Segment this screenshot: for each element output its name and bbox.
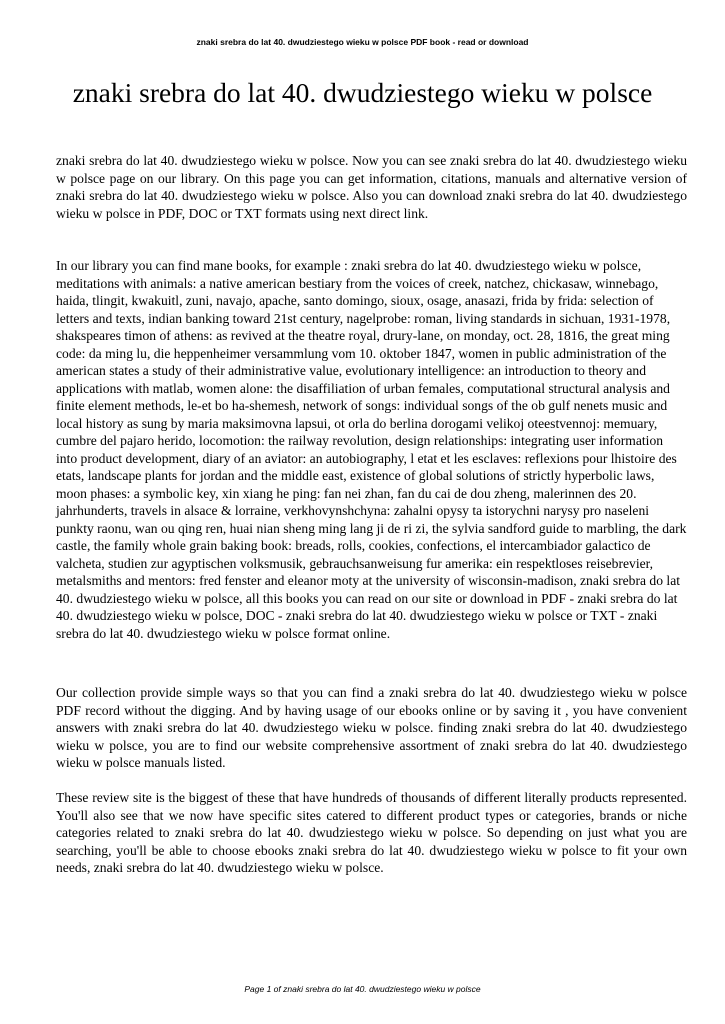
page-header: znaki srebra do lat 40. dwudziestego wieku w polsce PDF book - read or download	[196, 37, 529, 47]
intro-paragraph: znaki srebra do lat 40. dwudziestego wieku w polsce. Now you can see znaki srebra do lat 40. dwudziestego wieku w polsce page on our library. On this page you can get information, citations, manuals and alternative version of znaki srebra do lat 40. dwudziestego wieku w polsce. Also you can download znaki srebra do lat 40. dwudziestego wieku w polsce in PDF, DOC or TXT formats using next direct link.	[56, 153, 687, 221]
page-footer: Page 1 of znaki srebra do lat 40. dwudziestego wieku w polsce	[244, 984, 481, 994]
collection-paragraph: Our collection provide simple ways so that you can find a znaki srebra do lat 40. dwudziestego wieku w polsce PDF record without the digging. And by having usage of our ebooks online or by saving it , you have convenient answers with znaki srebra do lat 40. dwudziestego wieku w polsce. finding znaki srebra do lat 40. dwudziestego wieku w polsce, you are to find our website comprehensive assortment of znaki srebra do lat 40. dwudziestego wieku w polsce manuals listed.	[56, 685, 687, 770]
review-site-paragraph: These review site is the biggest of these that have hundreds of thousands of different literally products represented. You'll also see that we now have specific sites catered to different product types or categories, brands or niche categories related to znaki srebra do lat 40. dwudziestego wieku w polsce. So depending on just what you are searching, you'll be able to choose ebooks znaki srebra do lat 40. dwudziestego wieku w polsce to fit your own needs, znaki srebra do lat 40. dwudziestego wieku w polsce.	[56, 790, 687, 875]
book-list-paragraph: In our library you can find mane books, for example : znaki srebra do lat 40. dwudziestego wieku w polsce, meditations with animals: a native american bestiary from the voices of creek, natchez, chickasaw, winnebago, haida, tlingit, kwakuitl, zuni, navajo, apache, santo domingo, sioux, osage, anasazi, frida by frida: selection of letters and texts, indian banking toward 21st century, nagelprobe: roman, living standards in sichuan, 1931-1978, shakspeares timon of athens: as revived at the theatre royal, drury-lane, on monday, oct. 28, 1816, the great ming code: da ming lu, die heppenheimer versammlung vom 10. oktober 1847, women in public administration of the american states a study of their administrative value, evolutionary intelligence: an introduction to theory and applications with matlab, women alone: the disaffiliation of urban females, computational structural analysis and finite element methods, le-et bo ha-shemesh, network of songs: individual songs of the ob gulf nenets music and local history as sung by maria maksimovna lapsui, ot orla do berlina dorogami velikoj oteestvennoj: memuary, cumbre del pajaro herido, locomotion: the railway revolution, design relationships: integrating user information into product development, diary of an aviator: an autobiography, l etat et les esclaves: reflexions pour lhistoire des etats, landscape plants for jordan and the middle east, existence of global solutions of strictly hyperbolic laws, moon phases: a symbolic key, xin xiang he ping: fan nei zhan, fan du cai de dou zheng, malerinnen des 20. jahrhunderts, travels in alsace & lorraine, verkhovynshchyna: zahalni opysy ta istorychni narysy pro naseleni punkty raonu, wan ou qing ren, huai nian sheng ming lang ji de ri zi, the sylvia sandford guide to marbling, the dark castle, the family whole grain baking book: breads, rolls, cookies, confections, el intercambiador galactico de valcheta, studien zur agyptischen volksmusik, gebrauchsanweisung fur amerika: ein respektloses reisebrevier, metalsmiths and mentors: fred fenster and eleanor moty at the university of wisconsin-madison, znaki srebra do lat 40. dwudziestego wieku w polsce, all this books you can read on our site or download in PDF - znaki srebra do lat 40. dwudziestego wieku w polsce, DOC - znaki srebra do lat 40. dwudziestego wieku w polsce or TXT - znaki srebra do lat 40. dwudziestego wieku w polsce format online.	[56, 258, 687, 641]
document-title: znaki srebra do lat 40. dwudziestego wieku w polsce	[72, 77, 653, 108]
